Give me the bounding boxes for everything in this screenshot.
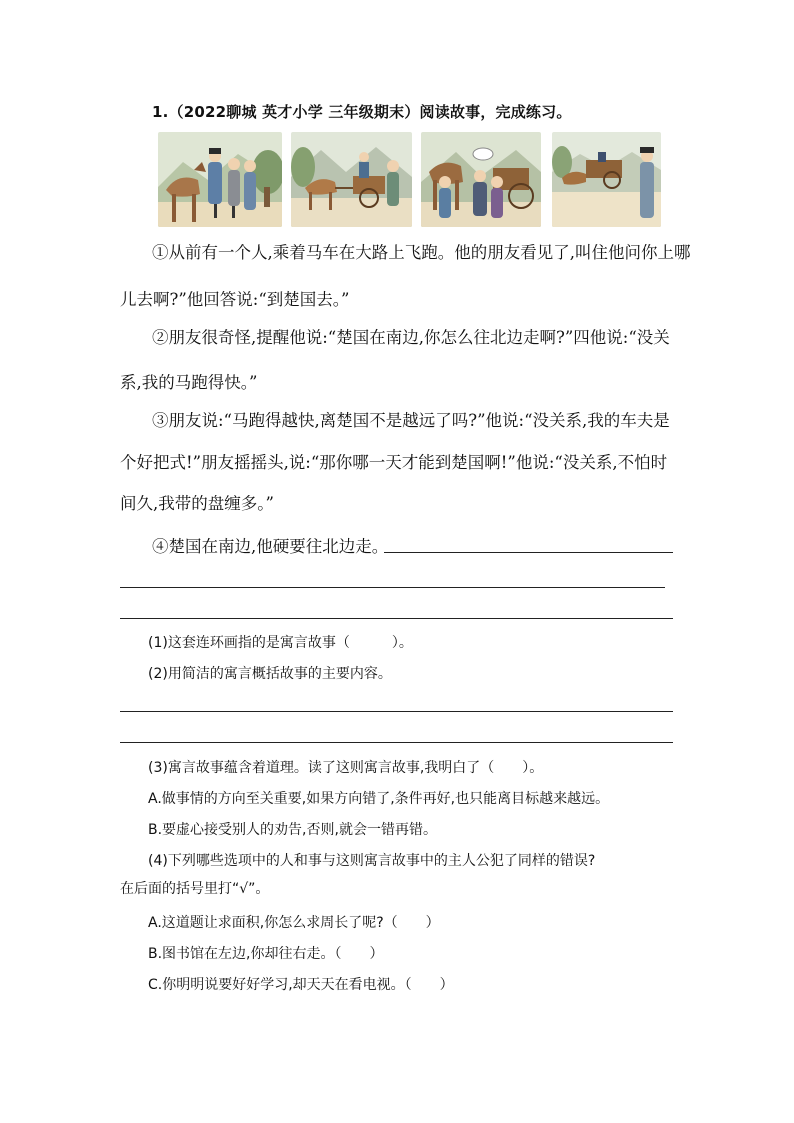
answer-line[interactable] xyxy=(384,552,673,553)
question-4: (4)下列哪些选项中的人和事与这则寓言故事中的主人公犯了同样的错误? xyxy=(148,853,596,869)
question-4-instruction: 在后面的括号里打“√”。 xyxy=(120,881,270,897)
story-paragraph-2-line-2: 系,我的马跑得快。” xyxy=(120,373,258,392)
question-2: (2)用简洁的寓言概括故事的主要内容。 xyxy=(148,666,392,682)
answer-line[interactable] xyxy=(120,587,665,588)
question-3: (3)寓言故事蕴含着道理。读了这则寓言故事,我明白了（ ）。 xyxy=(148,760,544,776)
story-paragraph-1-line-2: 儿去啊?”他回答说:“到楚国去。” xyxy=(120,290,350,309)
question-1: (1)这套连环画指的是寓言故事（ ）。 xyxy=(148,635,413,651)
illustration-panel-4 xyxy=(552,132,661,227)
story-paragraph-1-line-1: ①从前有一个人,乘着马车在大路上飞跑。他的朋友看见了,叫住他问你上哪 xyxy=(152,243,691,262)
question-heading: 1.（2022聊城 英才小学 三年级期末）阅读故事，完成练习。 xyxy=(152,103,572,121)
illustration-panel-3 xyxy=(421,132,541,227)
story-paragraph-4-line-1: ④楚国在南边,他硬要往北边走。 xyxy=(152,537,389,556)
story-paragraph-3-line-3: 间久,我带的盘缠多。” xyxy=(120,494,274,513)
story-paragraph-3-line-2: 个好把式!”朋友摇摇头,说:“那你哪一天才能到楚国啊!”他说:“没关系,不怕时 xyxy=(120,453,668,472)
story-paragraph-2-line-1: ②朋友很奇怪,提醒他说:“楚国在南边,你怎么往北边走啊?”四他说:“没关 xyxy=(152,328,670,347)
question-4-option-b[interactable]: B.图书馆在左边,你却往右走。（ ） xyxy=(148,946,384,962)
story-paragraph-3-line-1: ③朋友说:“马跑得越快,离楚国不是越远了吗?”他说:“没关系,我的车夫是 xyxy=(152,411,670,430)
question-4-option-a[interactable]: A.这道题让求面积,你怎么求周长了呢?（ ） xyxy=(148,915,440,931)
question-4-option-c[interactable]: C.你明明说要好好学习,却天天在看电视。（ ） xyxy=(148,977,454,993)
question-3-option-b[interactable]: B.要虚心接受别人的劝告,否则,就会一错再错。 xyxy=(148,822,437,838)
answer-line[interactable] xyxy=(120,711,673,712)
illustration-panel-1 xyxy=(158,132,282,227)
question-3-option-a[interactable]: A.做事情的方向至关重要,如果方向错了,条件再好,也只能离目标越来越远。 xyxy=(148,791,610,807)
answer-line[interactable] xyxy=(120,742,673,743)
illustration-panel-2 xyxy=(291,132,412,227)
answer-line[interactable] xyxy=(120,618,673,619)
